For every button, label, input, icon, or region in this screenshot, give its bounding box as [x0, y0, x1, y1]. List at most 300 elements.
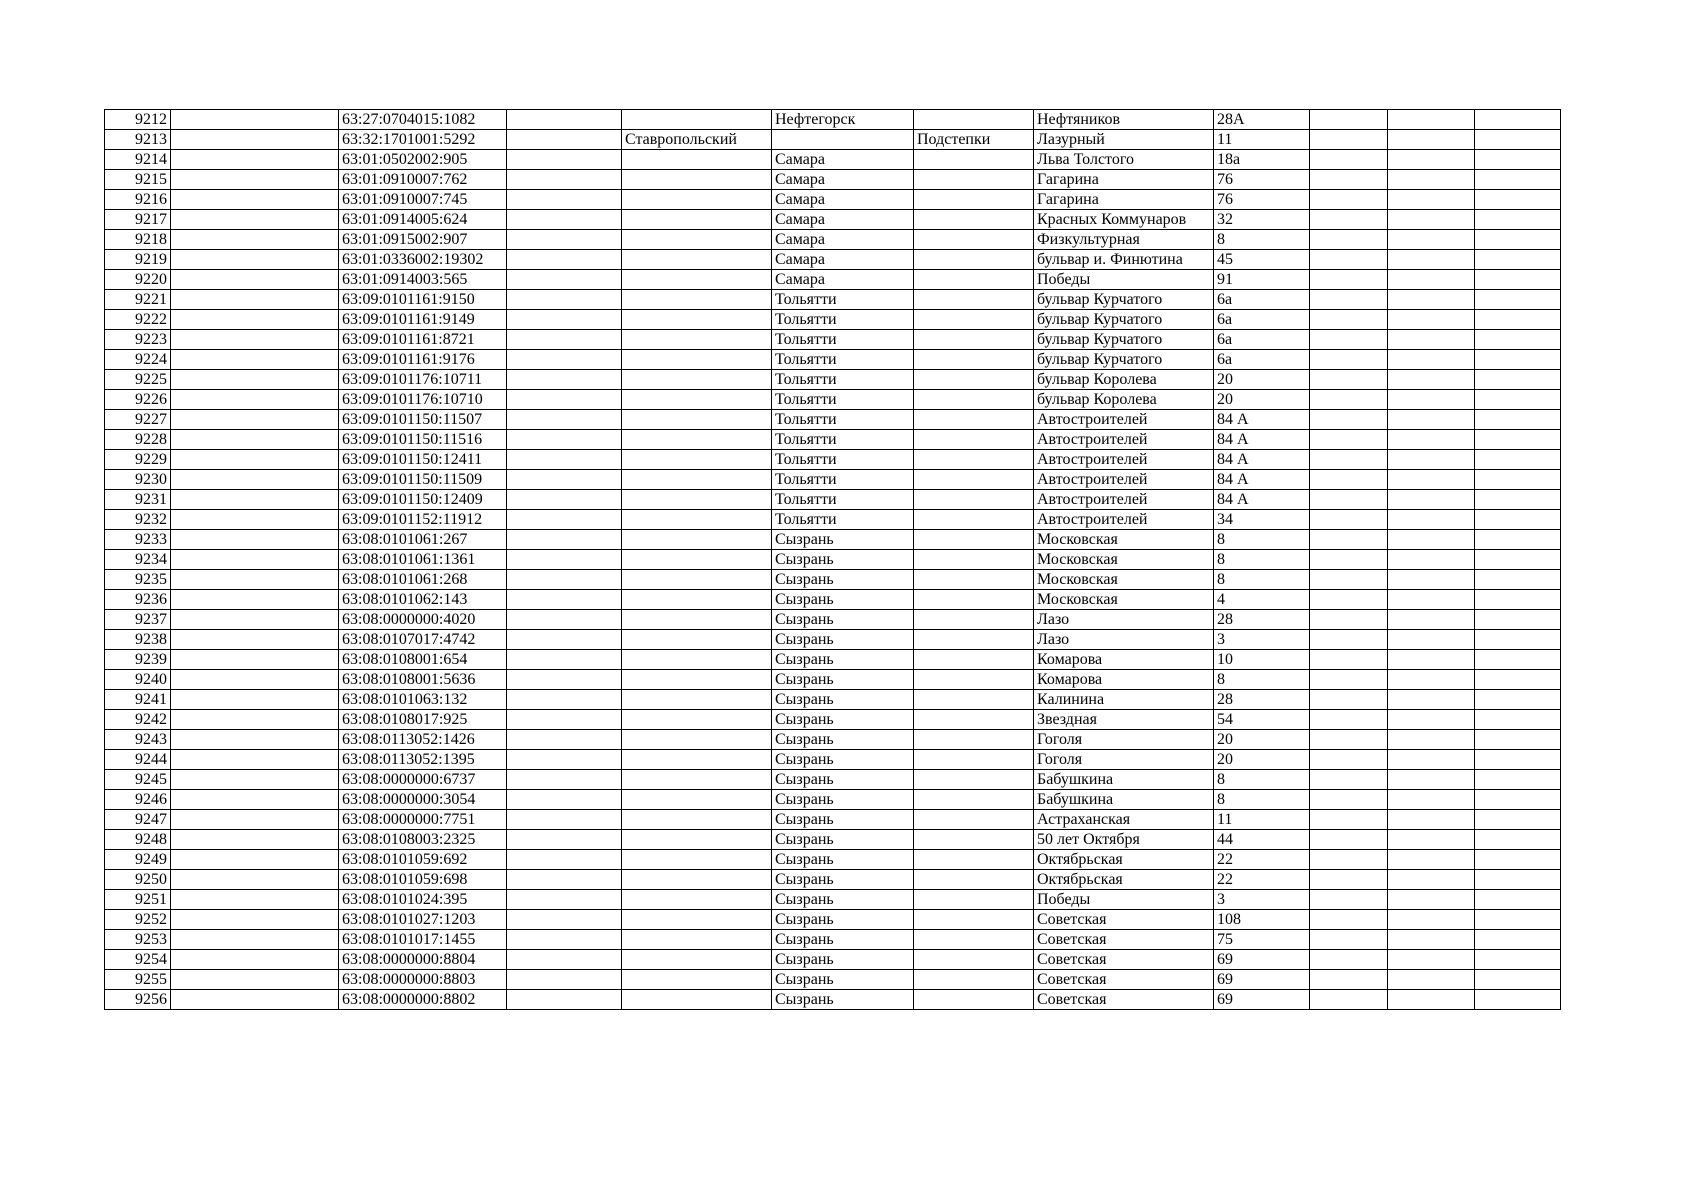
cadastral-number-cell: 63:08:0108001:5636: [339, 670, 507, 690]
table-row: [105, 530, 1561, 550]
city-cell: Тольятти: [772, 330, 914, 350]
extra-col-cell: [1388, 330, 1475, 350]
extra-col-cell: [1475, 390, 1561, 410]
house-number-cell: 22: [1214, 870, 1310, 890]
settlement-cell: [914, 310, 1034, 330]
settlement-cell: [914, 630, 1034, 650]
house-number-cell: 28А: [1214, 110, 1310, 130]
house-number-cell: 3: [1214, 890, 1310, 910]
city-cell: Сызрань: [772, 990, 914, 1010]
district-cell: [622, 850, 772, 870]
row-number-cell: 9217: [105, 210, 171, 230]
street-cell: Астраханская: [1034, 810, 1214, 830]
settlement-cell: [914, 670, 1034, 690]
blank-col-cell: [171, 930, 339, 950]
cadastral-number-cell: 63:01:0502002:905: [339, 150, 507, 170]
settlement-cell: [914, 710, 1034, 730]
district-cell: [622, 630, 772, 650]
table-row: [105, 710, 1561, 730]
settlement-cell: [914, 590, 1034, 610]
district-cell: [622, 950, 772, 970]
extra-col-cell: [1310, 910, 1388, 930]
extra-col-cell: [1388, 130, 1475, 150]
street-cell: Лазо: [1034, 630, 1214, 650]
row-number-cell: 9244: [105, 750, 171, 770]
row-number-cell: 9253: [105, 930, 171, 950]
city-cell: Самара: [772, 170, 914, 190]
extra-col-cell: [1475, 190, 1561, 210]
district-cell: [622, 370, 772, 390]
row-number-cell: 9243: [105, 730, 171, 750]
cadastral-number-cell: 63:08:0101059:692: [339, 850, 507, 870]
street-cell: Звездная: [1034, 710, 1214, 730]
blank-col-cell: [507, 870, 622, 890]
blank-col-cell: [171, 510, 339, 530]
settlement-cell: [914, 970, 1034, 990]
extra-col-cell: [1310, 150, 1388, 170]
blank-col-cell: [171, 610, 339, 630]
extra-col-cell: [1388, 210, 1475, 230]
district-cell: Ставропольский: [622, 130, 772, 150]
city-cell: Сызрань: [772, 670, 914, 690]
table-row: [105, 430, 1561, 450]
cadastral-number-cell: 63:09:0101161:8721: [339, 330, 507, 350]
extra-col-cell: [1475, 670, 1561, 690]
house-number-cell: 54: [1214, 710, 1310, 730]
city-cell: Сызрань: [772, 930, 914, 950]
house-number-cell: 44: [1214, 830, 1310, 850]
row-number-cell: 9232: [105, 510, 171, 530]
cadastral-number-cell: 63:08:0101061:267: [339, 530, 507, 550]
extra-col-cell: [1475, 330, 1561, 350]
settlement-cell: [914, 290, 1034, 310]
blank-col-cell: [171, 850, 339, 870]
house-number-cell: 8: [1214, 770, 1310, 790]
city-cell: Сызрань: [772, 750, 914, 770]
row-number-cell: 9230: [105, 470, 171, 490]
blank-col-cell: [507, 290, 622, 310]
cadastral-number-cell: 63:01:0336002:19302: [339, 250, 507, 270]
blank-col-cell: [507, 490, 622, 510]
extra-col-cell: [1475, 370, 1561, 390]
table-row: [105, 370, 1561, 390]
cadastral-number-cell: 63:08:0101017:1455: [339, 930, 507, 950]
house-number-cell: 69: [1214, 990, 1310, 1010]
extra-col-cell: [1388, 370, 1475, 390]
extra-col-cell: [1475, 630, 1561, 650]
row-number-cell: 9237: [105, 610, 171, 630]
row-number-cell: 9251: [105, 890, 171, 910]
city-cell: Сызрань: [772, 770, 914, 790]
city-cell: Сызрань: [772, 710, 914, 730]
house-number-cell: 84 А: [1214, 490, 1310, 510]
row-number-cell: 9247: [105, 810, 171, 830]
extra-col-cell: [1310, 650, 1388, 670]
table-row: [105, 750, 1561, 770]
blank-col-cell: [507, 830, 622, 850]
extra-col-cell: [1310, 270, 1388, 290]
house-number-cell: 6а: [1214, 290, 1310, 310]
extra-col-cell: [1310, 810, 1388, 830]
blank-col-cell: [171, 490, 339, 510]
extra-col-cell: [1475, 550, 1561, 570]
street-cell: Московская: [1034, 550, 1214, 570]
street-cell: Автостроителей: [1034, 490, 1214, 510]
cadastral-number-cell: 63:08:0000000:8804: [339, 950, 507, 970]
blank-col-cell: [171, 390, 339, 410]
city-cell: Тольятти: [772, 470, 914, 490]
blank-col-cell: [507, 570, 622, 590]
extra-col-cell: [1310, 830, 1388, 850]
district-cell: [622, 450, 772, 470]
row-number-cell: 9213: [105, 130, 171, 150]
row-number-cell: 9231: [105, 490, 171, 510]
blank-col-cell: [507, 270, 622, 290]
cadastral-number-cell: 63:09:0101150:12409: [339, 490, 507, 510]
street-cell: Автостроителей: [1034, 450, 1214, 470]
extra-col-cell: [1310, 730, 1388, 750]
extra-col-cell: [1475, 830, 1561, 850]
street-cell: Московская: [1034, 570, 1214, 590]
district-cell: [622, 770, 772, 790]
house-number-cell: 76: [1214, 190, 1310, 210]
street-cell: Бабушкина: [1034, 770, 1214, 790]
cadastral-number-cell: 63:08:0113052:1395: [339, 750, 507, 770]
settlement-cell: [914, 890, 1034, 910]
row-number-cell: 9229: [105, 450, 171, 470]
extra-col-cell: [1310, 670, 1388, 690]
street-cell: Автостроителей: [1034, 410, 1214, 430]
row-number-cell: 9242: [105, 710, 171, 730]
blank-col-cell: [507, 410, 622, 430]
row-number-cell: 9250: [105, 870, 171, 890]
settlement-cell: [914, 990, 1034, 1010]
extra-col-cell: [1388, 550, 1475, 570]
settlement-cell: [914, 550, 1034, 570]
extra-col-cell: [1310, 570, 1388, 590]
district-cell: [622, 870, 772, 890]
blank-col-cell: [171, 370, 339, 390]
table-row: [105, 230, 1561, 250]
extra-col-cell: [1475, 910, 1561, 930]
blank-col-cell: [171, 710, 339, 730]
blank-col-cell: [171, 230, 339, 250]
cadastral-number-cell: 63:32:1701001:5292: [339, 130, 507, 150]
table-row: [105, 510, 1561, 530]
street-cell: Автостроителей: [1034, 510, 1214, 530]
street-cell: Красных Коммунаров: [1034, 210, 1214, 230]
extra-col-cell: [1310, 330, 1388, 350]
extra-col-cell: [1475, 850, 1561, 870]
extra-col-cell: [1388, 890, 1475, 910]
cadastral-number-cell: 63:08:0000000:8802: [339, 990, 507, 1010]
city-cell: Самара: [772, 230, 914, 250]
house-number-cell: 10: [1214, 650, 1310, 670]
blank-col-cell: [171, 950, 339, 970]
street-cell: Гоголя: [1034, 730, 1214, 750]
city-cell: Сызрань: [772, 910, 914, 930]
cadastral-number-cell: 63:08:0113052:1426: [339, 730, 507, 750]
extra-col-cell: [1475, 870, 1561, 890]
extra-col-cell: [1388, 930, 1475, 950]
settlement-cell: [914, 370, 1034, 390]
settlement-cell: [914, 350, 1034, 370]
settlement-cell: [914, 230, 1034, 250]
row-number-cell: 9239: [105, 650, 171, 670]
blank-col-cell: [171, 350, 339, 370]
cadastral-number-cell: 63:09:0101161:9149: [339, 310, 507, 330]
row-number-cell: 9215: [105, 170, 171, 190]
house-number-cell: 20: [1214, 370, 1310, 390]
table-row: [105, 350, 1561, 370]
extra-col-cell: [1310, 510, 1388, 530]
extra-col-cell: [1310, 710, 1388, 730]
district-cell: [622, 190, 772, 210]
blank-col-cell: [507, 890, 622, 910]
blank-col-cell: [171, 590, 339, 610]
table-row: [105, 690, 1561, 710]
house-number-cell: 32: [1214, 210, 1310, 230]
extra-col-cell: [1475, 350, 1561, 370]
blank-col-cell: [507, 330, 622, 350]
city-cell: Сызрань: [772, 570, 914, 590]
settlement-cell: [914, 610, 1034, 630]
blank-col-cell: [507, 630, 622, 650]
city-cell: Нефтегорск: [772, 110, 914, 130]
settlement-cell: [914, 210, 1034, 230]
extra-col-cell: [1388, 170, 1475, 190]
city-cell: Самара: [772, 150, 914, 170]
table-row: [105, 110, 1561, 130]
row-number-cell: 9224: [105, 350, 171, 370]
settlement-cell: [914, 870, 1034, 890]
district-cell: [622, 270, 772, 290]
row-number-cell: 9234: [105, 550, 171, 570]
city-cell: Сызрань: [772, 790, 914, 810]
extra-col-cell: [1475, 490, 1561, 510]
house-number-cell: 45: [1214, 250, 1310, 270]
cadastral-number-cell: 63:08:0107017:4742: [339, 630, 507, 650]
settlement-cell: [914, 190, 1034, 210]
extra-col-cell: [1388, 290, 1475, 310]
cadastral-number-cell: 63:08:0101062:143: [339, 590, 507, 610]
city-cell: Сызрань: [772, 890, 914, 910]
table-row: [105, 610, 1561, 630]
district-cell: [622, 150, 772, 170]
extra-col-cell: [1475, 230, 1561, 250]
extra-col-cell: [1475, 810, 1561, 830]
extra-col-cell: [1388, 510, 1475, 530]
cadastral-number-cell: 63:09:0101176:10710: [339, 390, 507, 410]
extra-col-cell: [1310, 590, 1388, 610]
blank-col-cell: [171, 790, 339, 810]
table-row: [105, 790, 1561, 810]
extra-col-cell: [1310, 110, 1388, 130]
extra-col-cell: [1475, 690, 1561, 710]
table-row: [105, 550, 1561, 570]
extra-col-cell: [1310, 970, 1388, 990]
district-cell: [622, 510, 772, 530]
table-row: [105, 250, 1561, 270]
extra-col-cell: [1388, 670, 1475, 690]
house-number-cell: 69: [1214, 950, 1310, 970]
street-cell: Лазо: [1034, 610, 1214, 630]
blank-col-cell: [171, 910, 339, 930]
table-row: [105, 970, 1561, 990]
house-number-cell: 20: [1214, 730, 1310, 750]
extra-col-cell: [1310, 990, 1388, 1010]
blank-col-cell: [507, 310, 622, 330]
district-cell: [622, 350, 772, 370]
street-cell: Победы: [1034, 270, 1214, 290]
city-cell: Тольятти: [772, 290, 914, 310]
district-cell: [622, 810, 772, 830]
settlement-cell: [914, 690, 1034, 710]
blank-col-cell: [507, 390, 622, 410]
blank-col-cell: [171, 210, 339, 230]
extra-col-cell: [1310, 250, 1388, 270]
extra-col-cell: [1475, 410, 1561, 430]
row-number-cell: 9256: [105, 990, 171, 1010]
extra-col-cell: [1310, 890, 1388, 910]
row-number-cell: 9246: [105, 790, 171, 810]
extra-col-cell: [1475, 110, 1561, 130]
table-row: [105, 730, 1561, 750]
table-row: [105, 210, 1561, 230]
city-cell: Тольятти: [772, 410, 914, 430]
row-number-cell: 9212: [105, 110, 171, 130]
blank-col-cell: [171, 550, 339, 570]
extra-col-cell: [1310, 690, 1388, 710]
street-cell: бульвар Курчатого: [1034, 350, 1214, 370]
extra-col-cell: [1310, 770, 1388, 790]
table-row: [105, 810, 1561, 830]
street-cell: Гагарина: [1034, 190, 1214, 210]
street-cell: Московская: [1034, 530, 1214, 550]
house-number-cell: 91: [1214, 270, 1310, 290]
street-cell: Физкультурная: [1034, 230, 1214, 250]
extra-col-cell: [1388, 790, 1475, 810]
city-cell: Сызрань: [772, 630, 914, 650]
blank-col-cell: [507, 930, 622, 950]
settlement-cell: [914, 250, 1034, 270]
extra-col-cell: [1388, 730, 1475, 750]
blank-col-cell: [171, 810, 339, 830]
cadastral-number-cell: 63:27:0704015:1082: [339, 110, 507, 130]
house-number-cell: 28: [1214, 690, 1310, 710]
house-number-cell: 11: [1214, 130, 1310, 150]
extra-col-cell: [1475, 770, 1561, 790]
street-cell: бульвар Королева: [1034, 390, 1214, 410]
extra-col-cell: [1310, 850, 1388, 870]
blank-col-cell: [507, 130, 622, 150]
settlement-cell: [914, 530, 1034, 550]
blank-col-cell: [507, 350, 622, 370]
extra-col-cell: [1388, 710, 1475, 730]
extra-col-cell: [1475, 750, 1561, 770]
blank-col-cell: [507, 650, 622, 670]
registry-table: [104, 109, 1561, 1010]
district-cell: [622, 490, 772, 510]
district-cell: [622, 390, 772, 410]
extra-col-cell: [1388, 350, 1475, 370]
city-cell: [772, 130, 914, 150]
extra-col-cell: [1310, 790, 1388, 810]
blank-col-cell: [171, 170, 339, 190]
blank-col-cell: [507, 770, 622, 790]
house-number-cell: 8: [1214, 530, 1310, 550]
table-row: [105, 930, 1561, 950]
row-number-cell: 9233: [105, 530, 171, 550]
extra-col-cell: [1475, 170, 1561, 190]
blank-col-cell: [171, 110, 339, 130]
table-row: [105, 910, 1561, 930]
row-number-cell: 9225: [105, 370, 171, 390]
district-cell: [622, 710, 772, 730]
settlement-cell: [914, 830, 1034, 850]
extra-col-cell: [1310, 490, 1388, 510]
cadastral-number-cell: 63:01:0910007:762: [339, 170, 507, 190]
city-cell: Сызрань: [772, 950, 914, 970]
district-cell: [622, 750, 772, 770]
table-row: [105, 310, 1561, 330]
extra-col-cell: [1310, 550, 1388, 570]
house-number-cell: 8: [1214, 230, 1310, 250]
city-cell: Самара: [772, 210, 914, 230]
row-number-cell: 9219: [105, 250, 171, 270]
district-cell: [622, 470, 772, 490]
table-row: [105, 270, 1561, 290]
house-number-cell: 3: [1214, 630, 1310, 650]
cadastral-number-cell: 63:09:0101161:9176: [339, 350, 507, 370]
blank-col-cell: [171, 130, 339, 150]
street-cell: бульвар Курчатого: [1034, 290, 1214, 310]
cadastral-number-cell: 63:09:0101176:10711: [339, 370, 507, 390]
extra-col-cell: [1388, 910, 1475, 930]
house-number-cell: 8: [1214, 550, 1310, 570]
street-cell: Лазурный: [1034, 130, 1214, 150]
blank-col-cell: [171, 330, 339, 350]
table-row: [105, 670, 1561, 690]
street-cell: Октябрьская: [1034, 850, 1214, 870]
blank-col-cell: [171, 270, 339, 290]
table-row: [105, 570, 1561, 590]
blank-col-cell: [507, 670, 622, 690]
settlement-cell: [914, 750, 1034, 770]
district-cell: [622, 170, 772, 190]
row-number-cell: 9252: [105, 910, 171, 930]
settlement-cell: [914, 450, 1034, 470]
blank-col-cell: [171, 410, 339, 430]
extra-col-cell: [1310, 370, 1388, 390]
cadastral-number-cell: 63:08:0000000:8803: [339, 970, 507, 990]
extra-col-cell: [1475, 150, 1561, 170]
blank-col-cell: [171, 830, 339, 850]
table-row: [105, 990, 1561, 1010]
extra-col-cell: [1388, 610, 1475, 630]
blank-col-cell: [507, 610, 622, 630]
cadastral-number-cell: 63:08:0000000:7751: [339, 810, 507, 830]
house-number-cell: 20: [1214, 390, 1310, 410]
district-cell: [622, 410, 772, 430]
cadastral-number-cell: 63:08:0108003:2325: [339, 830, 507, 850]
street-cell: Гоголя: [1034, 750, 1214, 770]
blank-col-cell: [507, 210, 622, 230]
blank-col-cell: [507, 970, 622, 990]
row-number-cell: 9249: [105, 850, 171, 870]
city-cell: Тольятти: [772, 510, 914, 530]
cadastral-number-cell: 63:08:0101061:1361: [339, 550, 507, 570]
